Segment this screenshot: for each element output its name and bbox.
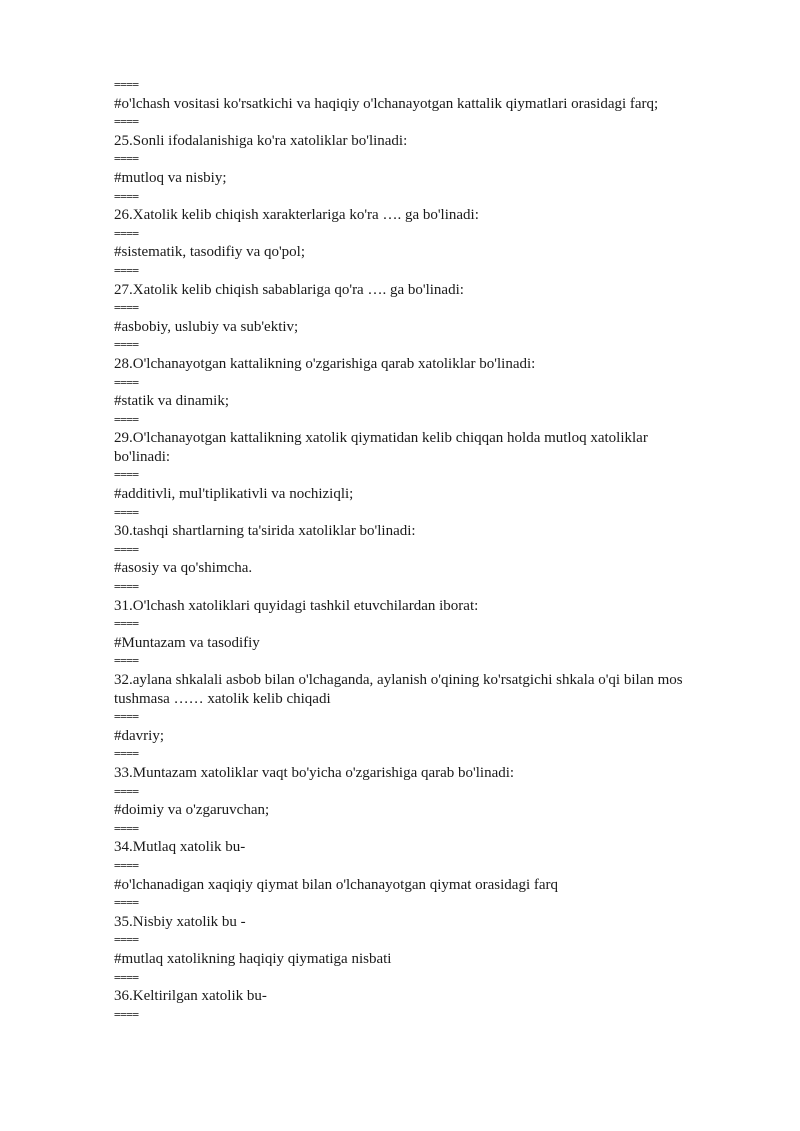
question-text: 31.O'lchash xatoliklari quyidagi tashkil etuvchilardan iborat:	[114, 597, 479, 614]
question-text: 30.tashqi shartlarning ta'sirida xatoliklar bo'linadi:	[114, 523, 416, 540]
question-text: 32.aylana shkalali asbob bilan o'lchaganda, aylanish o'qining ko'rsatgichi shkala o'qi bilan mos	[114, 672, 683, 688]
answer-text: #Muntazam va tasodifiy	[114, 634, 260, 651]
question-text: bo'linadi:	[114, 448, 171, 465]
answer-text: #mutlaq xatolikning haqiqiy qiymatiga nisbati	[114, 950, 392, 967]
separator-line: ====	[114, 747, 139, 761]
answer-text: #asosiy va qo'shimcha.	[114, 560, 253, 577]
answer-text: #doimiy va o'zgaruvchan;	[114, 802, 270, 819]
separator-line: ====	[114, 412, 139, 426]
separator-line: ====	[114, 468, 139, 482]
separator-line: ====	[114, 654, 139, 668]
separator-line: ====	[114, 784, 139, 798]
separator-line: ====	[114, 263, 139, 277]
question-text: 26.Xatolik kelib chiqish xarakterlariga ko'ra …. ga bo'linadi:	[114, 207, 479, 224]
separator-line: ====	[114, 152, 139, 166]
separator-line: ====	[114, 970, 139, 984]
question-text: 27.Xatolik kelib chiqish sabablariga qo'ra …. ga bo'linadi:	[114, 281, 464, 298]
question-text: 36.Keltirilgan xatolik bu-	[114, 988, 267, 1005]
separator-line: ====	[114, 1007, 139, 1021]
answer-text: #asbobiy, uslubiy va sub'ektiv;	[114, 318, 299, 335]
separator-line: ====	[114, 580, 139, 594]
separator-line: ====	[114, 375, 139, 389]
separator-line: ====	[114, 617, 139, 631]
separator-line: ====	[114, 301, 139, 315]
question-text: 25.Sonli ifodalanishiga ko'ra xatoliklar bo'linadi:	[114, 132, 408, 149]
question-text: 33.Muntazam xatoliklar vaqt bo'yicha o'zgarishiga qarab bo'linadi:	[114, 764, 515, 781]
separator-line: ====	[114, 78, 139, 91]
question-text: 28.O'lchanayotgan kattalikning o'zgarishiga qarab xatoliklar bo'linadi:	[114, 355, 536, 372]
separator-line: ====	[114, 858, 139, 872]
document-page	[114, 76, 734, 1024]
answer-text: #o'lchanadigan xaqiqiy qiymat bilan o'lchanayotgan qiymat orasidagi farq	[114, 876, 559, 893]
question-text: 34.Mutlaq xatolik bu-	[114, 839, 246, 856]
separator-line: ====	[114, 933, 139, 947]
question-text: 35.Nisbiy xatolik bu -	[114, 913, 246, 930]
question-text: tushmasa …… xatolik kelib chiqadi	[114, 690, 331, 707]
separator-line: ====	[114, 896, 139, 910]
answer-text: #mutloq va nisbiy;	[114, 169, 227, 186]
answer-text: #davriy;	[114, 727, 164, 744]
separator-line: ====	[114, 226, 139, 240]
separator-line: ====	[114, 115, 139, 129]
answer-text: #sistematik, tasodifiy va qo'pol;	[114, 244, 306, 261]
answer-text: #statik va dinamik;	[114, 393, 229, 410]
separator-line: ====	[114, 821, 139, 835]
separator-line: ====	[114, 189, 139, 203]
separator-line: ====	[114, 542, 139, 556]
answer-text: #additivli, mul'tiplikativli va nochiziqli;	[114, 486, 354, 503]
question-text: 29.O'lchanayotgan kattalikning xatolik qiymatidan kelib chiqqan holda mutloq xatoliklar	[114, 430, 648, 447]
separator-line: ====	[114, 710, 139, 724]
separator-line: ====	[114, 338, 139, 352]
answer-text: #o'lchash vositasi ko'rsatkichi va haqiqiy o'lchanayotgan kattalik qiymatlari orasidagi farq;	[114, 95, 659, 112]
separator-line: ====	[114, 505, 139, 519]
